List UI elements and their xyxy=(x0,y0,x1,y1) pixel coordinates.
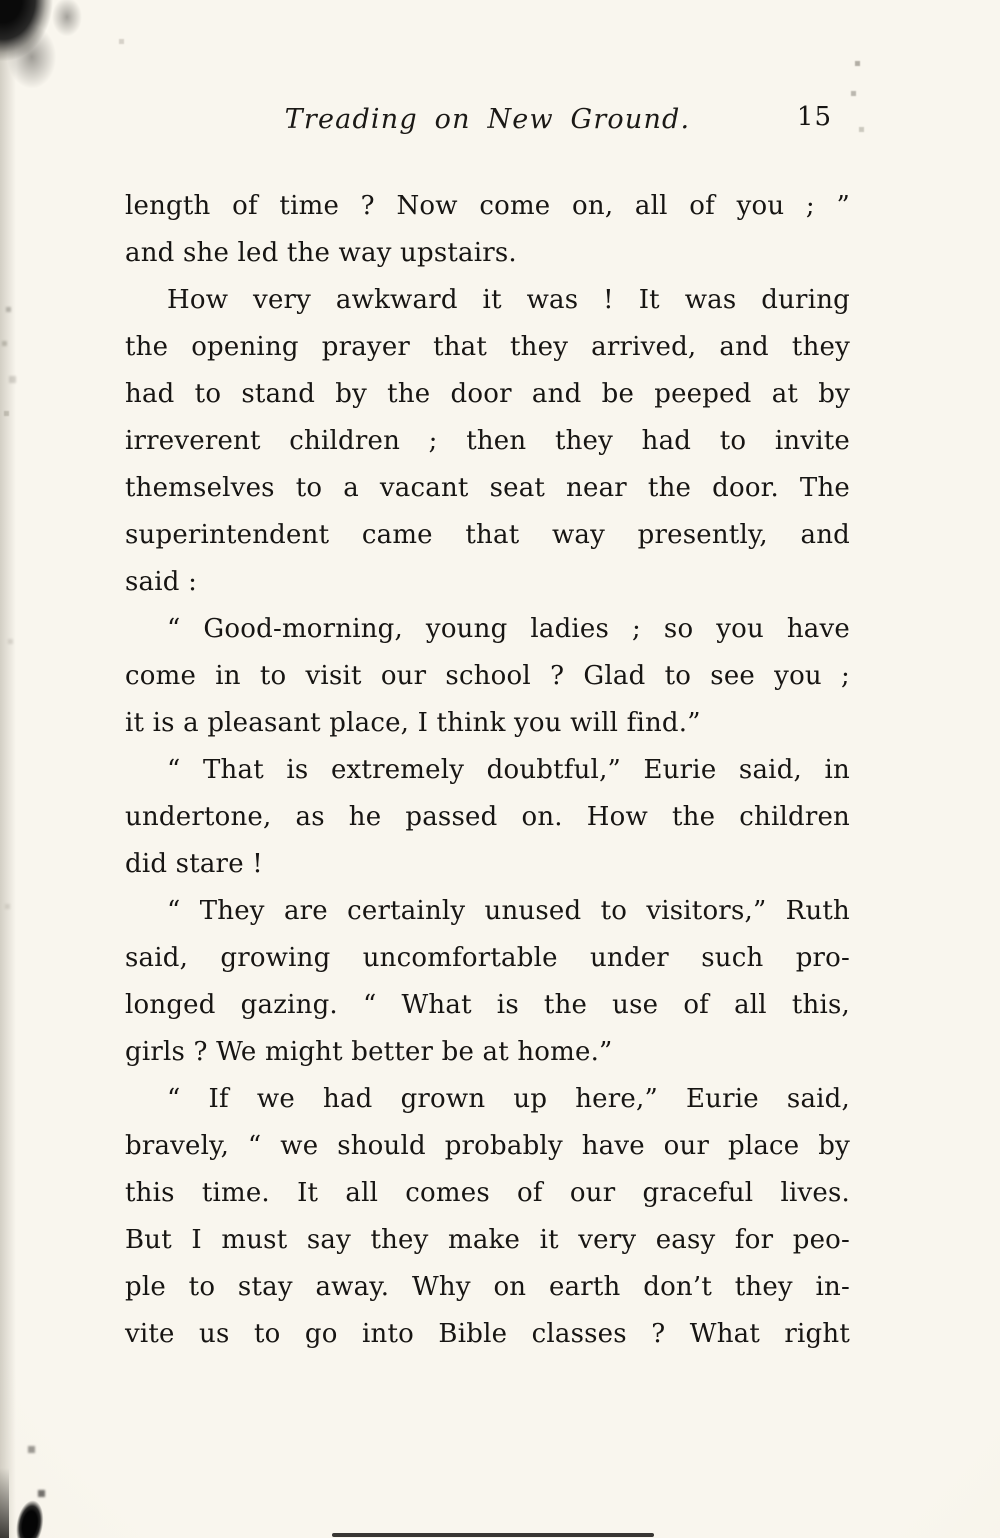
text-line: undertone, as he passed on. How the children xyxy=(125,802,850,832)
running-title: Treading on New Ground. xyxy=(284,104,691,135)
body-text xyxy=(125,183,850,1358)
text-line: length of time ? Now come on, all of you ; ” xyxy=(125,191,850,221)
scan-artifact-bottom-left-edge xyxy=(0,1468,9,1538)
text-line: come in to visit our school ? Glad to see you ; xyxy=(125,661,850,691)
paragraph xyxy=(125,747,850,888)
page-header xyxy=(125,100,850,147)
text-line: said, growing uncomfortable under such pro- xyxy=(125,943,850,973)
text-line: longed gazing. “ What is the use of all this, xyxy=(125,990,850,1020)
text-line: ple to stay away. Why on earth don’t they in- xyxy=(125,1272,850,1302)
paragraph xyxy=(125,277,850,606)
page-number: 15 xyxy=(796,102,832,132)
text-line: had to stand by the door and be peeped at by xyxy=(125,379,850,409)
text-line: and she led the way upstairs. xyxy=(125,238,517,268)
scan-artifact-left-edge xyxy=(0,0,16,1538)
paragraph xyxy=(125,183,850,277)
page-content xyxy=(125,100,850,1358)
text-line: superintendent came that way presently, and xyxy=(125,520,850,550)
paragraph xyxy=(125,888,850,1076)
text-line: How very awkward it was ! It was during xyxy=(167,285,850,315)
text-line: irreverent children ; then they had to invite xyxy=(125,426,850,456)
paragraph xyxy=(125,1076,850,1358)
text-line: the opening prayer that they arrived, and they xyxy=(125,332,850,362)
text-line: this time. It all comes of our graceful lives. xyxy=(125,1178,850,1208)
text-line: said : xyxy=(125,567,198,597)
scan-artifact-speckles xyxy=(0,0,3,3)
text-line: bravely, “ we should probably have our place by xyxy=(125,1131,850,1161)
text-line: vite us to go into Bible classes ? What right xyxy=(125,1319,850,1349)
text-line: themselves to a vacant seat near the door. The xyxy=(125,473,850,503)
text-line: girls ? We might better be at home.” xyxy=(125,1037,613,1067)
text-line: it is a pleasant place, I think you will find.” xyxy=(125,708,701,738)
text-line: But I must say they make it very easy for peo- xyxy=(125,1225,850,1255)
text-line: “ That is extremely doubtful,” Eurie said, in xyxy=(167,755,850,785)
text-line: “ If we had grown up here,” Eurie said, xyxy=(167,1084,850,1114)
text-line: “ Good-morning, young ladies ; so you have xyxy=(167,614,850,644)
text-line: did stare ! xyxy=(125,849,263,879)
text-line: “ They are certainly unused to visitors,” Ruth xyxy=(167,896,850,926)
scan-artifact-top-left-corner xyxy=(0,0,100,117)
paragraph xyxy=(125,606,850,747)
scan-artifact-bottom-line xyxy=(332,1533,654,1537)
